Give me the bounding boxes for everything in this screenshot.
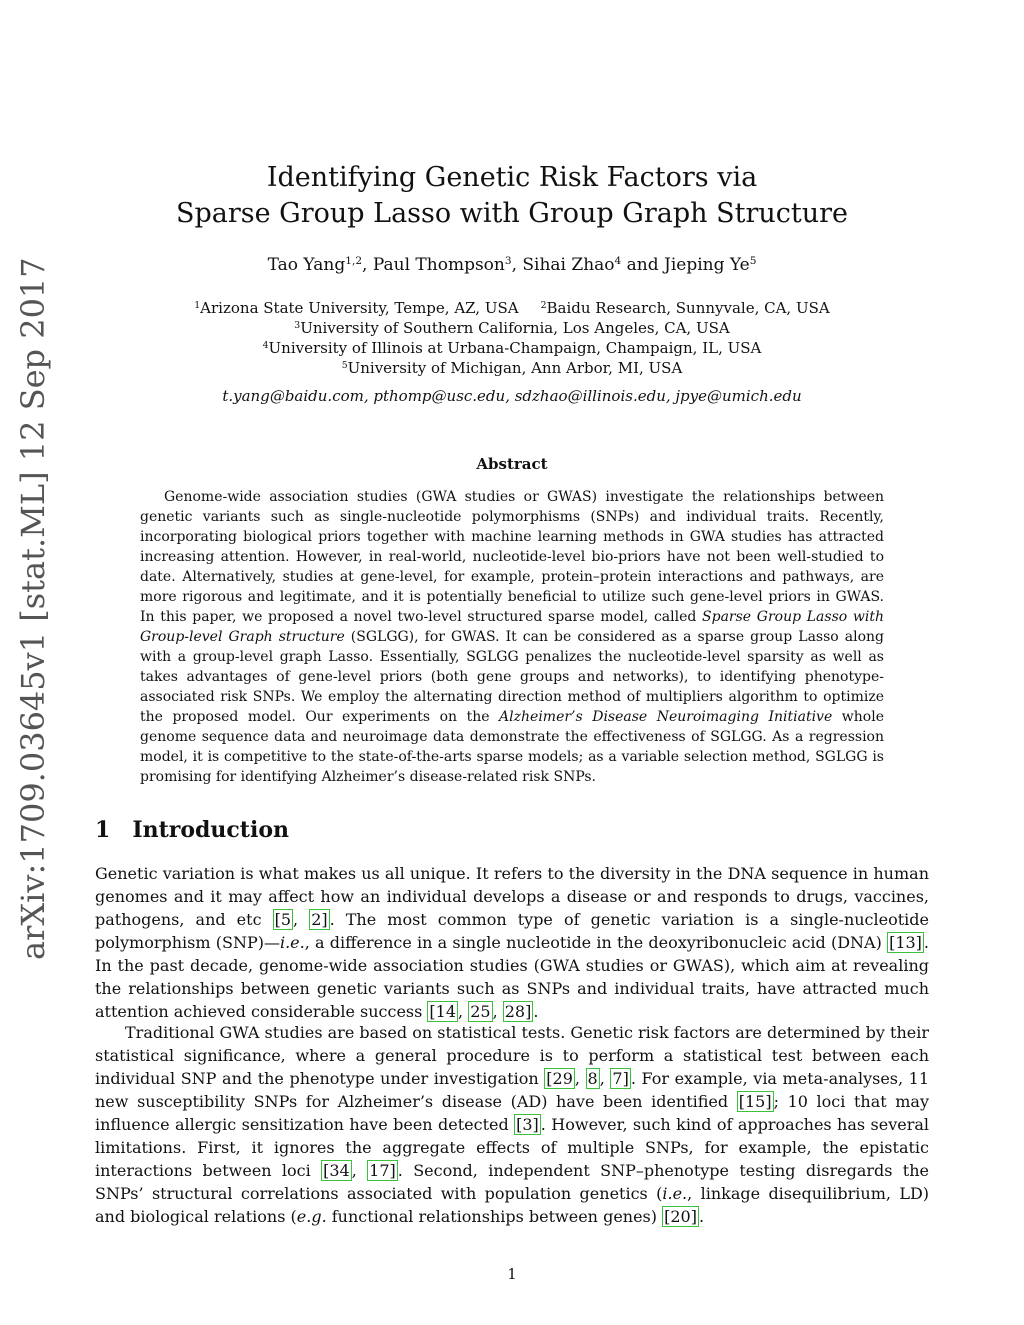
paragraph-text: , linkage disequilibrium, LD) and biological relations ( xyxy=(95,1184,930,1226)
author-affil-sup: 1,2 xyxy=(345,255,363,268)
paragraph-text: Traditional GWA studies are based on statistical tests. Genetic risk factors are determined by their statistical significance, where a general procedure is to perform a statistical test between each individual SNP and the phenotype under investigation xyxy=(95,1023,929,1088)
paragraph-text: ; 10 loci that may influence allergic sensitization have been detected xyxy=(95,1092,930,1134)
affiliation-text: University of Illinois at Urbana-Champaign, Champaign, IL, USA xyxy=(268,339,762,357)
section-number: 1 xyxy=(95,817,111,843)
citation-link[interactable]: 2] xyxy=(311,910,328,929)
paper-title xyxy=(140,160,884,232)
arxiv-identifier: arXiv:1709.03645v1 [stat.ML] 12 Sep 2017 xyxy=(14,257,52,960)
paragraph-text: . xyxy=(698,1207,705,1226)
affiliation-text: Baidu Research, Sunnyvale, CA, USA xyxy=(546,299,830,317)
section-title: Introduction xyxy=(132,817,289,843)
affiliation-sup: 1 xyxy=(194,299,201,311)
citation-link[interactable]: [3] xyxy=(516,1115,539,1134)
affiliation-sup: 2 xyxy=(540,299,547,311)
author-name: Tao Yang xyxy=(267,255,346,275)
affiliation-line xyxy=(140,338,884,358)
paragraph-text: Genetic variation is what makes us all unique. It refers to the diversity in the DNA sequence in human genomes and it may affect how an individual develops a disease or and responds to drugs, vaccines, pathogens, and etc xyxy=(95,864,929,929)
author-affil-sup: 4 xyxy=(614,255,622,268)
section-heading xyxy=(95,817,289,843)
author-name: Jieping Ye xyxy=(664,255,750,275)
citation-link[interactable]: [15] xyxy=(738,1092,772,1111)
paragraph-text: . In the past decade, genome-wide association studies (GWA studies or GWAS), which aim at revealing the relationships between genetic variants such as SNPs and individual traits, have attracted much attention achieved considerable success xyxy=(95,933,930,1021)
citation-link[interactable]: [20] xyxy=(664,1207,697,1226)
author-separator: and xyxy=(621,255,665,275)
italic-text: i.e. xyxy=(279,933,305,952)
author-affil-sup: 5 xyxy=(749,255,757,268)
paragraph-text: , xyxy=(599,1069,611,1088)
citation-link[interactable]: [13] xyxy=(889,933,922,952)
author-emails: t.yang@baidu.com, pthomp@usc.edu, sdzhao@illinois.edu, jpye@umich.edu xyxy=(222,387,802,405)
abstract-text: whole genome sequence data and neuroimage data demonstrate the effectiveness of SGLGG. As a regression model, it is competitive to the state-of-the-arts sparse models; as a variable selection method, SGLGG is promising for identifying Alzheimer’s disease-related risk SNPs. xyxy=(140,709,884,785)
author-list xyxy=(140,255,884,275)
affiliation-line xyxy=(140,318,884,338)
author-name: Sihai Zhao xyxy=(522,255,615,275)
paragraph-text: . For example, via meta-analyses, 11 new susceptibility SNPs for Alzheimer’s disease (AD) have been identified xyxy=(95,1069,930,1111)
title-line-1: Identifying Genetic Risk Factors via xyxy=(266,162,758,193)
affiliation-text: University of Michigan, Ann Arbor, MI, USA xyxy=(347,359,683,377)
affiliation-sup: 5 xyxy=(341,359,348,371)
abstract-text: (SGLGG), for GWAS. It can be considered as a sparse group Lasso along with a group-level graph Lasso. Essentially, SGLGG penalizes the nucleotide-level sparsity as well as takes advantages of gene-level priors (both gene groups and networks), to identifying phenotype-associated risk SNPs. We employ the alternating direction method of multipliers algorithm to optimize the proposed model. Our experiments on the xyxy=(140,629,884,725)
affiliation-list xyxy=(140,298,884,378)
citation-link[interactable]: 8 xyxy=(587,1069,598,1088)
citation-link[interactable]: 17] xyxy=(369,1161,396,1180)
affiliation-sup: 3 xyxy=(294,319,301,331)
abstract-emphasis: Alzheimer’s Disease Neuroimaging Initiative xyxy=(499,709,833,725)
page-number: 1 xyxy=(507,1265,517,1283)
paragraph-text: , a difference in a single nucleotide in the deoxyribonucleic acid (DNA) xyxy=(304,933,888,952)
paragraph-text: . However, such kind of approaches has several limitations. First, it ignores the aggregate effects of multiple SNPs, for example, the epistatic interactions between loci xyxy=(95,1115,930,1180)
author-separator: , xyxy=(362,255,373,275)
affiliation-text: Arizona State University, Tempe, AZ, USA xyxy=(200,299,519,317)
abstract-text: Genome-wide association studies (GWA studies or GWAS) investigate the relationships between genetic variants such as single-nucleotide polymorphisms (SNPs) and individual traits. Recently, incorporating biological priors together with machine learning methods in GWA studies has attracted increasing attention. However, in real-world, nucleotide-level bio-priors have not been well-studied to date. Alternatively, studies at gene-level, for example, protein–protein interactions and pathways, are more rigorous and legitimate, and it is potentially beneficial to utilize such gene-level priors in GWAS. In this paper, we proposed a novel two-level structured sparse model, called xyxy=(140,489,884,625)
paragraph-text: , xyxy=(492,1002,503,1021)
abstract-heading: Abstract xyxy=(476,455,548,473)
italic-text: e.g. xyxy=(296,1207,327,1226)
author-separator: , xyxy=(511,255,523,275)
citation-link[interactable]: 28] xyxy=(504,1002,532,1021)
citation-link[interactable]: 7] xyxy=(612,1069,629,1088)
author-name: Paul Thompson xyxy=(372,255,505,275)
paragraph-text: . xyxy=(533,1002,539,1021)
paragraph-text: . Second, independent SNP–phenotype testing disregards the SNPs’ structural correlations associated with population genetics ( xyxy=(95,1161,930,1203)
italic-text: i.e. xyxy=(662,1184,688,1203)
citation-link[interactable]: [34 xyxy=(323,1161,350,1180)
paragraph-text: , xyxy=(574,1069,586,1088)
paragraph-text: functional relationships between genes) xyxy=(326,1207,663,1226)
author-affil-sup: 3 xyxy=(504,255,512,268)
affiliation-line xyxy=(140,298,884,318)
citation-link[interactable]: 25 xyxy=(470,1002,491,1021)
affiliation-text: University of Southern California, Los Angeles, CA, USA xyxy=(300,319,730,337)
abstract-emphasis: Sparse Group Lasso with Group-level Graph structure xyxy=(140,609,884,645)
citation-link[interactable]: [14 xyxy=(429,1002,457,1021)
intro-paragraph-1 xyxy=(95,862,929,1023)
paragraph-text: , xyxy=(351,1161,368,1180)
affiliation-sup: 4 xyxy=(262,339,269,351)
abstract-body xyxy=(140,487,884,787)
citation-link[interactable]: [29 xyxy=(546,1069,573,1088)
citation-link[interactable]: [5 xyxy=(274,910,292,929)
paragraph-text: . The most common type of genetic variation is a single-nucleotide polymorphism (SNP)— xyxy=(95,910,929,952)
paragraph-text: , xyxy=(458,1002,469,1021)
paragraph-text: , xyxy=(293,910,310,929)
intro-paragraph-2 xyxy=(95,1021,929,1228)
affiliation-line xyxy=(140,358,884,378)
title-line-2: Sparse Group Lasso with Group Graph Structure xyxy=(175,198,849,229)
